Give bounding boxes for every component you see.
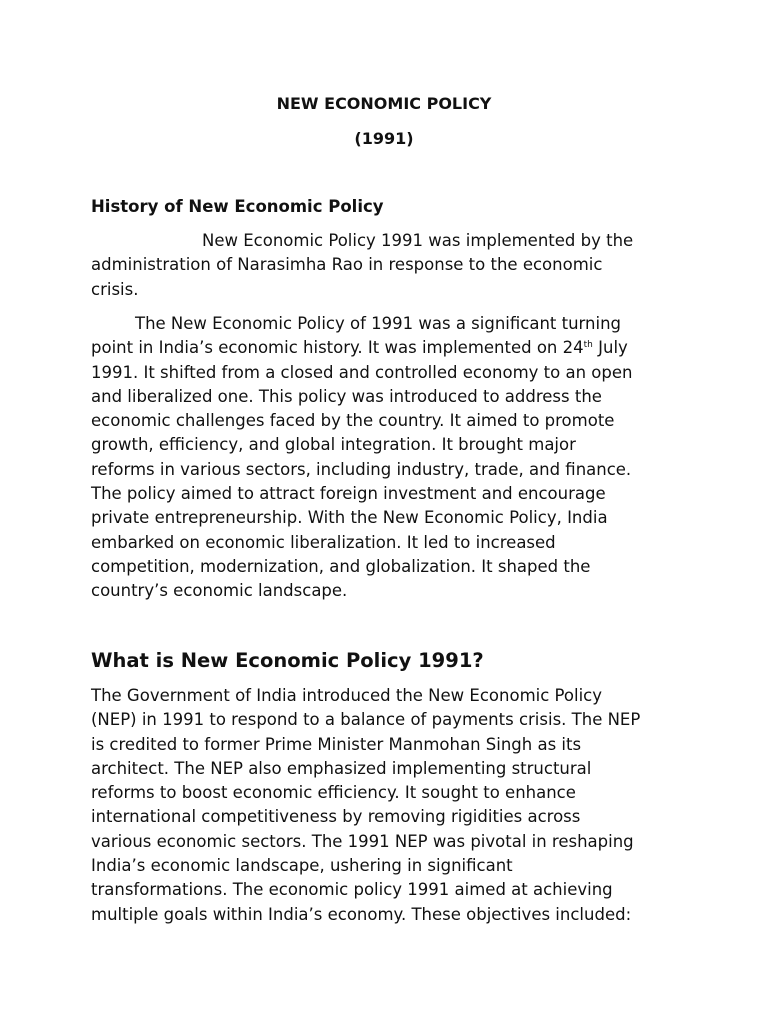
paragraph-line: transformations. The economic policy 1991 aimed at achieving (91, 880, 613, 900)
paragraph-line: reforms to boost economic efficiency. It sought to enhance (91, 783, 576, 803)
paragraph-what-is (91, 684, 691, 927)
paragraph-line (91, 336, 691, 360)
paragraph-line: various economic sectors. The 1991 NEP was pivotal in reshaping (91, 831, 634, 851)
paragraph-line: multiple goals within India’s economy. These objectives included: (91, 904, 632, 924)
line-text: July (592, 338, 628, 358)
paragraph-history (91, 312, 691, 604)
paragraph-line: The Government of India introduced the New Economic Policy (91, 686, 603, 705)
paragraph-line: The New Economic Policy of 1991 was a significant turning (135, 314, 622, 333)
paragraph-line: India’s economic landscape, ushering in significant (91, 856, 513, 876)
paragraph-line: and liberalized one. This policy was introduced to address the (91, 386, 602, 406)
ordinal-suffix: th (583, 340, 593, 351)
line-text: point in India’s economic history. It was implemented on 24 (91, 338, 584, 358)
paragraph-line: architect. The NEP also emphasized implementing structural (91, 758, 592, 778)
paragraph-line: is credited to former Prime Minister Manmohan Singh as its (91, 734, 582, 754)
paragraph-line: crisis. (91, 279, 139, 299)
paragraph-line: economic challenges faced by the country. It aimed to promote (91, 411, 615, 431)
paragraph-line: administration of Narasimha Rao in response to the economic (91, 255, 603, 275)
paragraph-line: private entrepreneurship. With the New Economic Policy, India (91, 508, 608, 528)
paragraph-line: country’s economic landscape. (91, 581, 348, 601)
paragraph-line: competition, modernization, and globalization. It shaped the (91, 556, 591, 576)
paragraph-line: The policy aimed to attract foreign investment and encourage (91, 484, 606, 504)
paragraph-line: growth, efficiency, and global integration. It brought major (91, 435, 576, 455)
document-year: (1991) (354, 129, 414, 148)
paragraph-line: international competitiveness by removing rigidities across (91, 807, 581, 827)
section-heading-history: History of New Economic Policy (91, 197, 384, 216)
section-heading-what-is: What is New Economic Policy 1991? (91, 649, 484, 672)
paragraph-line: (NEP) in 1991 to respond to a balance of payments crisis. The NEP (91, 710, 641, 730)
paragraph-line: embarked on economic liberalization. It led to increased (91, 532, 556, 552)
document-title: NEW ECONOMIC POLICY (276, 94, 492, 113)
paragraph-line: reforms in various sectors, including industry, trade, and finance. (91, 459, 632, 479)
paragraph-line: 1991. It shifted from a closed and controlled economy to an open (91, 362, 633, 382)
paragraph-line: New Economic Policy 1991 was implemented by the (202, 231, 634, 250)
paragraph-intro (91, 229, 691, 302)
